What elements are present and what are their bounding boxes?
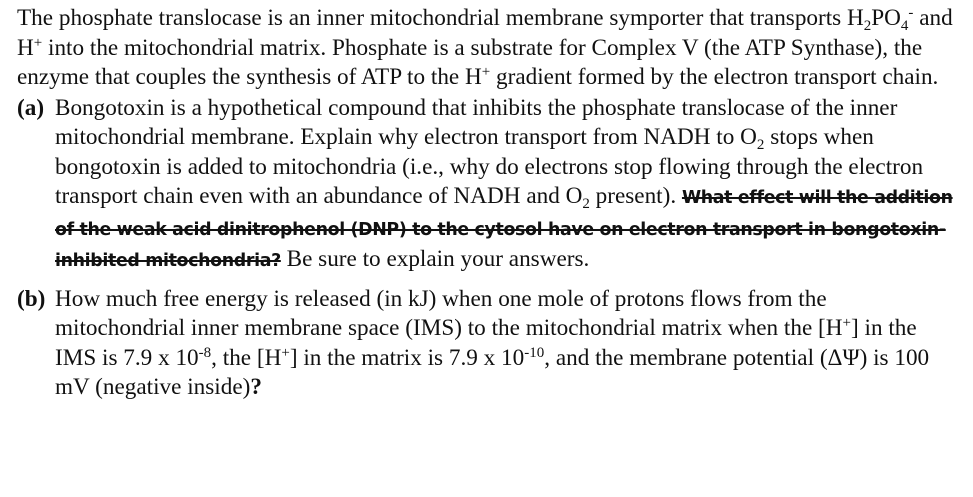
question-b-text [55, 285, 962, 403]
superscript: + [842, 315, 851, 331]
intro-text: PO [871, 5, 901, 31]
superscript: -10 [524, 344, 545, 361]
question-a-text [55, 94, 962, 277]
question-text: ] in the matrix is 7.9 x 10 [289, 344, 525, 371]
intro-text: into the mitochondrial matrix. Phosphate is a substrate for Complex V (the ATP Synthase), the enzyme that couples the synthesis of ATP to the H [17, 34, 923, 90]
superscript: + [481, 64, 491, 80]
subscript: 4 [900, 18, 909, 34]
superscript: + [33, 34, 43, 51]
question-a [17, 94, 962, 277]
subscript: 2 [756, 137, 765, 153]
superscript: + [281, 344, 290, 361]
intro-text: The phosphate translocase is an inner mitochondrial membrane symporter that transports H [17, 5, 864, 31]
superscript: -8 [198, 344, 212, 361]
question-text: stops when bongotoxin is added to mitochondria (i.e., why do electrons stop flowing through the electron transport chain even with an abundance of NADH and O [55, 124, 924, 209]
question-text: , and the membrane potential (ΔΨ) is 100 mV (negative inside) [55, 344, 930, 400]
struck-through-question: What effect will the addition of the weak acid dinitrophenol (DNP) to the cytosol have on electron transport in bongotoxin-inhibited mitochondria? [55, 188, 953, 271]
subscript: 2 [582, 196, 590, 212]
question-b-label: (b) [17, 285, 46, 312]
question-text: ] in the IMS is 7.9 x 10 [55, 315, 917, 371]
subscript: 2 [863, 18, 872, 34]
question-text: Be sure to explain your answers. [280, 246, 590, 272]
question-mark: ? [250, 374, 262, 400]
intro-text: and H [17, 5, 953, 61]
question-text: Bongotoxin is a hypothetical compound that inhibits the phosphate translocase of the inner mitochondrial membrane. Explain why electron transport from NADH to O [55, 94, 898, 150]
superscript: - [908, 5, 914, 21]
question-text: How much free energy is released (in kJ) when one mole of protons flows from the mitochondrial inner membrane space (IMS) to the mitochondrial matrix when the [H [55, 285, 843, 341]
document-page [17, 4, 962, 403]
intro-text: gradient formed by the electron transport chain. [490, 64, 939, 90]
intro-paragraph [17, 4, 962, 93]
question-b [17, 285, 962, 403]
question-text: , the [H [211, 344, 282, 371]
question-a-label: (a) [17, 94, 45, 121]
question-text: present). [589, 183, 682, 209]
